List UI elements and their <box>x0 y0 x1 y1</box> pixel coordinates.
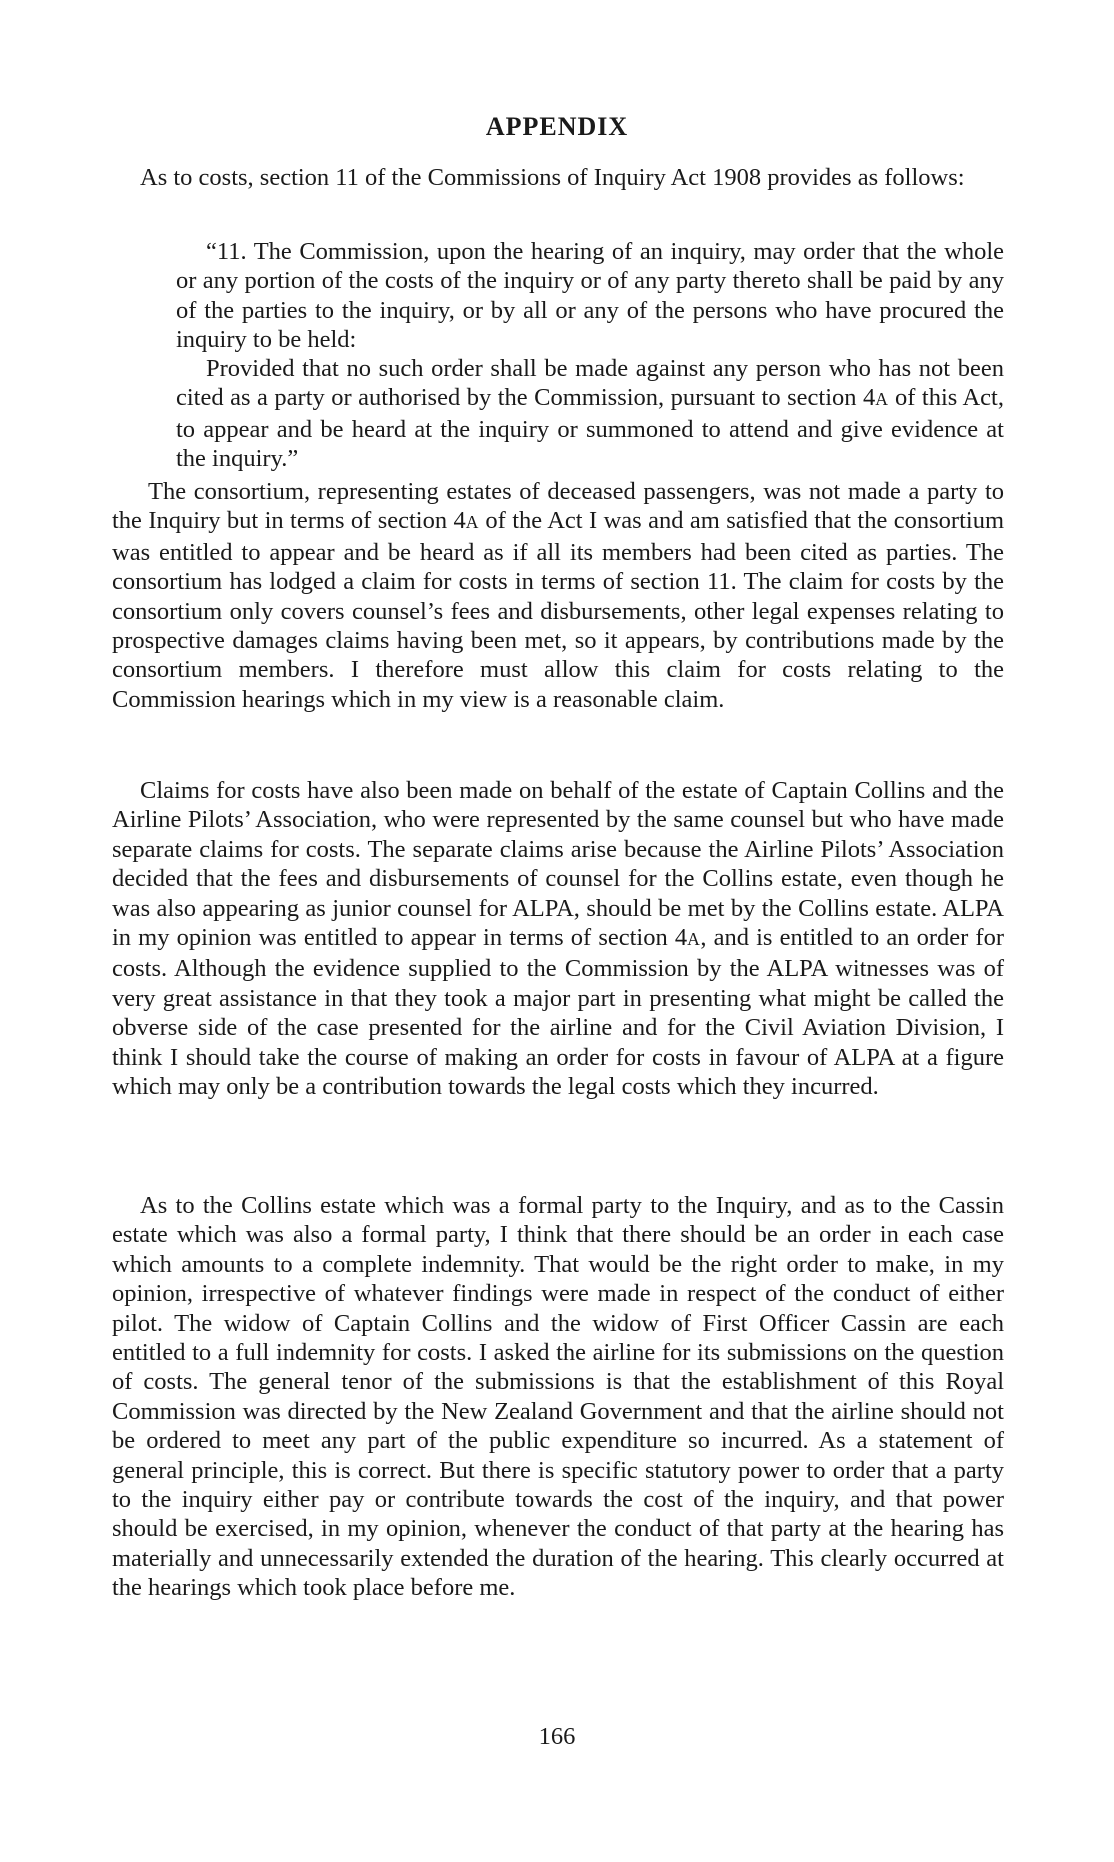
quoted-proviso-text-b: of this Act, to appear and be heard at the inquiry or summoned to attend and give evidence at the inquiry.” <box>176 384 1004 473</box>
estates-paragraph: As to the Collins estate which was a formal party to the Inquiry, and as to the Cassin estate which was also a formal party, I think that there should be an order in each case which amounts to a complete indemnity. That would be the right order to make, in my opinion, irrespective of whatever findings were made in respect of the conduct of either pilot. The widow of Captain Collins and the widow of First Officer Cassin are each entitled to a full indemnity for costs. I asked the airline for its submissions on the question of costs. The general tenor of the submissions is that the establishment of this Royal Commission was directed by the New Zealand Government and that the airline should not be ordered to meet any part of the public expenditure so incurred. As a statement of general principle, this is correct. But there is specific statutory power to order that a party to the inquiry either pay or contribute towards the cost of the inquiry, and that power should be exercised, in my opinion, whenever the conduct of that party at the hearing has materially and unnecessarily extended the duration of the hearing. This clearly occurred at the hearings which took place before me. <box>112 1192 1004 1602</box>
consortium-text-b: of the Act I was and am satisfied that the consortium was entitled to appear and be heard as if all its members had been cited as parties. The consortium has lodged a claim for costs in terms of section 11. The claim for costs by the consortium only covers counsel’s fees and disbursements, other legal expenses relating to prospective damages claims having been met, so it appears, by contributions made by the consortium members. I therefore must allow this claim for costs relating to the Commission hearings which in my view is a reasonable claim. <box>112 507 1005 713</box>
quoted-section-11: “11. The Commission, upon the hearing of an inquiry, may order that the whole or any portion of the costs of the inquiry or of any party thereto shall be paid by any of the parties to the inquiry, or by all or any of the persons who have procured the inquiry to be held: <box>176 238 1004 354</box>
collins-alpa-paragraph <box>112 776 1004 1101</box>
quoted-proviso <box>176 354 1004 474</box>
section-suffix: A <box>465 512 480 533</box>
consortium-text-a: The consortium, representing estates of deceased passengers, was not made a party to the Inquiry but in terms of section 4 <box>112 478 1004 535</box>
consortium-paragraph <box>112 477 1004 714</box>
page-number: 166 <box>538 1723 576 1750</box>
intro-paragraph: As to costs, section 11 of the Commissions of Inquiry Act 1908 provides as follows: <box>140 164 965 191</box>
section-suffix: A <box>687 929 701 950</box>
collins-alpa-text-a: Claims for costs have also been made on behalf of the estate of Captain Collins and the Airline Pilots’ Association, who were represented by the same counsel but who have made separate claims for costs. The separate claims arise because the Airline Pilots’ Association decided that the fees and disbursements of counsel for the Collins estate, even though he was also appearing as junior counsel for ALPA, should be met by the Collins estate. ALPA in my opinion was entitled to appear in terms of section 4 <box>112 777 1004 952</box>
page-heading: APPENDIX <box>485 112 629 141</box>
quoted-proviso-text-a: Provided that no such order shall be made against any person who has not been cited as a party or authorised by the Commission, pursuant to section 4 <box>176 355 1004 412</box>
collins-alpa-text-b: , and is entitled to an order for costs. Although the evidence supplied to the Commission by the ALPA witnesses was of very great assistance in that they took a major part in presenting what might be called the obverse side of the case presented for the airline and for the Civil Aviation Division, I think I should take the course of making an order for costs in favour of ALPA at a figure which may only be a contribution towards the legal costs which they incurred. <box>112 924 1004 1101</box>
section-suffix: A <box>875 389 889 410</box>
